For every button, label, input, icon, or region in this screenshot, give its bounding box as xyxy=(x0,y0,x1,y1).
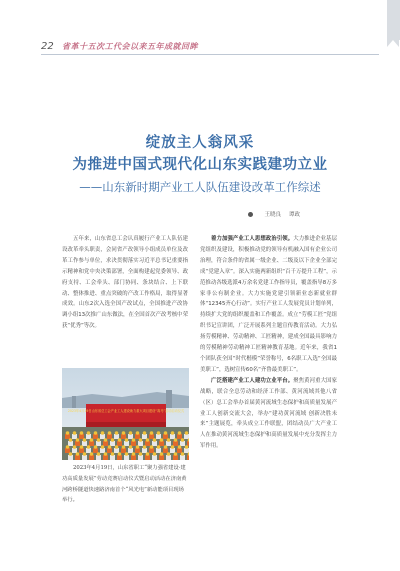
caption-text: 2023年4月19日，山东省职工“聚力强省建设·建功高质量发展”劳动竞赛启动仪式暨启动活动在济南黄河跨桥隧道快速路济南首个“风光电”新动能项目现场举行。 xyxy=(62,465,187,504)
left-paragraph: 五年来，山东省总工会认真履行产业工人队伍建设改革牵头职责，会同省产改领导小组成员单位及改革工作参与单位，求决贯彻落实习近平总书记重要指示精神和党中央决策部署，全面构建起党委领导、政府支持、工会牵头、部门协同、条块结合、上下联动、整体推进、重点突破的产改工作格局，取得显著成效。山东2次入选全国产改试点，全国推进产改协调小组13次推广山东做法，在全国首次产改考核中荣获“优秀”等次。 xyxy=(62,236,188,330)
article-subtitle: ——山东新时期产业工人队伍建设改革工作综述 xyxy=(79,180,321,194)
author-name: 谭政 xyxy=(288,212,300,218)
paragraph-lead-heading: 广泛搭建产业工人建功立业平台。 xyxy=(211,377,294,384)
author-name: 王晓良 xyxy=(264,212,281,218)
article-title-line1: 绽放主人翁风采 xyxy=(145,135,255,151)
article-title-line2: 为推进中国式现代化山东实践建功立业 xyxy=(72,157,328,173)
stage-banner-text: 2023年4月19日山东省总工会产业工人建设助力重大项目建设“赛马”活动启动仪式 xyxy=(67,409,185,413)
paragraph-body: 大力推进企业基层党组织及建设，积极推动党的领导有机融入国有企业公司治理，符合条件的省属一级企业、二级及以下企业全部完成“党建入章”。深入实施两新组织“百千万提升工程”，示范推动各级选派4万余名党建工作指导员，覆盖指导8万多家非公有制企业。大力实施党建引领新业态新就业群体“12345齐心行动”。实行产业工人发展党员计划单列，持续扩大党的组织覆盖和工作覆盖。成立“劳模工匠”党组织书记宣讲团，广泛开展系列主题宣传教育活动。大力弘扬劳模精神、劳动精神、工匠精神，建成全国最具影响力的劳模精神劳动精神工匠精神教育基地。近年来，我省1个团队获全国“时代楷模”荣誉称号，6名职工入选“全国最美职工”，选树宣传60名“齐鲁最美职工”。 xyxy=(200,236,337,373)
paragraph-lead-heading: 着力加强产业工人思想政治引领。 xyxy=(211,236,294,242)
corner-bookmark-tab xyxy=(387,0,400,40)
running-header-title: 省革十五次工代会以来五年成就回眸 xyxy=(62,42,198,51)
header-divider xyxy=(41,54,379,55)
event-photo-illustration xyxy=(62,368,189,460)
right-paragraph-1 xyxy=(200,234,337,376)
page-number: 22 xyxy=(41,41,54,52)
photo-caption xyxy=(62,463,189,506)
paragraph-body: 聚焦黄河重大国家战略，联合全总劳动和经济工作部、黄河流域其他八省（区）总工会举办首届黄河流域生态保护和高质量发展产业工人创新交流大会，举办“建功黄河流域 创新决胜未来”主题展览，牵头成立工作联盟，团结动员广大产业工人在推动黄河流域生态保护和高质量发展中充分发挥主力军作用。 xyxy=(200,377,337,450)
right-text-column xyxy=(200,234,337,452)
event-photo xyxy=(62,368,189,460)
left-text-column xyxy=(62,234,188,332)
right-paragraph-2 xyxy=(200,376,337,452)
byline xyxy=(248,210,300,218)
bullet-dot-icon xyxy=(248,212,253,217)
